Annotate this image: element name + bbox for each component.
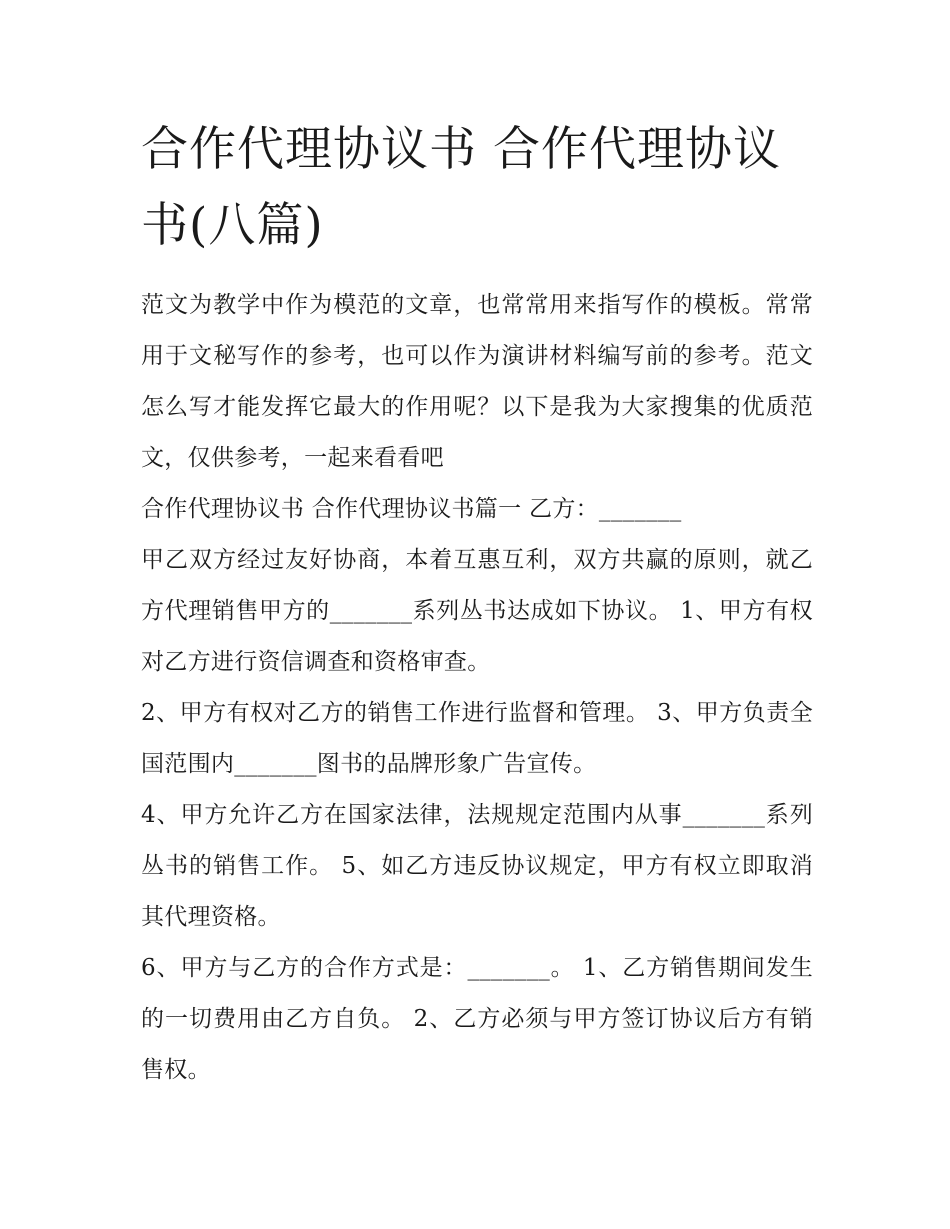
agreement-paragraph: 6、甲方与乙方的合作方式是：_______。 1、乙方销售期间发生的一切费用由乙方自负。 2、乙方必须与甲方签订协议后方有销售权。 [141,955,813,1083]
agreement-paragraph: 4、甲方允许乙方在国家法律，法规规定范围内从事_______系列丛书的销售工作。 5、如乙方违反协议规定，甲方有权立即取消其代理资格。 [141,802,813,930]
document-title: 合作代理协议书 合作代理协议书(八篇) [141,122,781,253]
section-heading-line: 合作代理协议书 合作代理协议书篇一 乙方：_______ [141,496,682,522]
agreement-paragraph: 甲乙双方经过友好协商，本着互惠互利，双方共赢的原则，就乙方代理销售甲方的_______系列丛书达成如下协议。 1、甲方有权对乙方进行资信调查和资格审查。 [141,547,813,675]
intro-paragraph: 范文为教学中作为模范的文章，也常常用来指写作的模板。常常用于文秘写作的参考，也可以作为演讲材料编写前的参考。范文怎么写才能发挥它最大的作用呢？以下是我为大家搜集的优质范文，仅供参考，一起来看看吧 [141,292,813,471]
agreement-paragraph: 2、甲方有权对乙方的销售工作进行监督和管理。 3、甲方负责全国范围内_______图书的品牌形象广告宣传。 [141,700,813,777]
document-page [141,112,813,1096]
